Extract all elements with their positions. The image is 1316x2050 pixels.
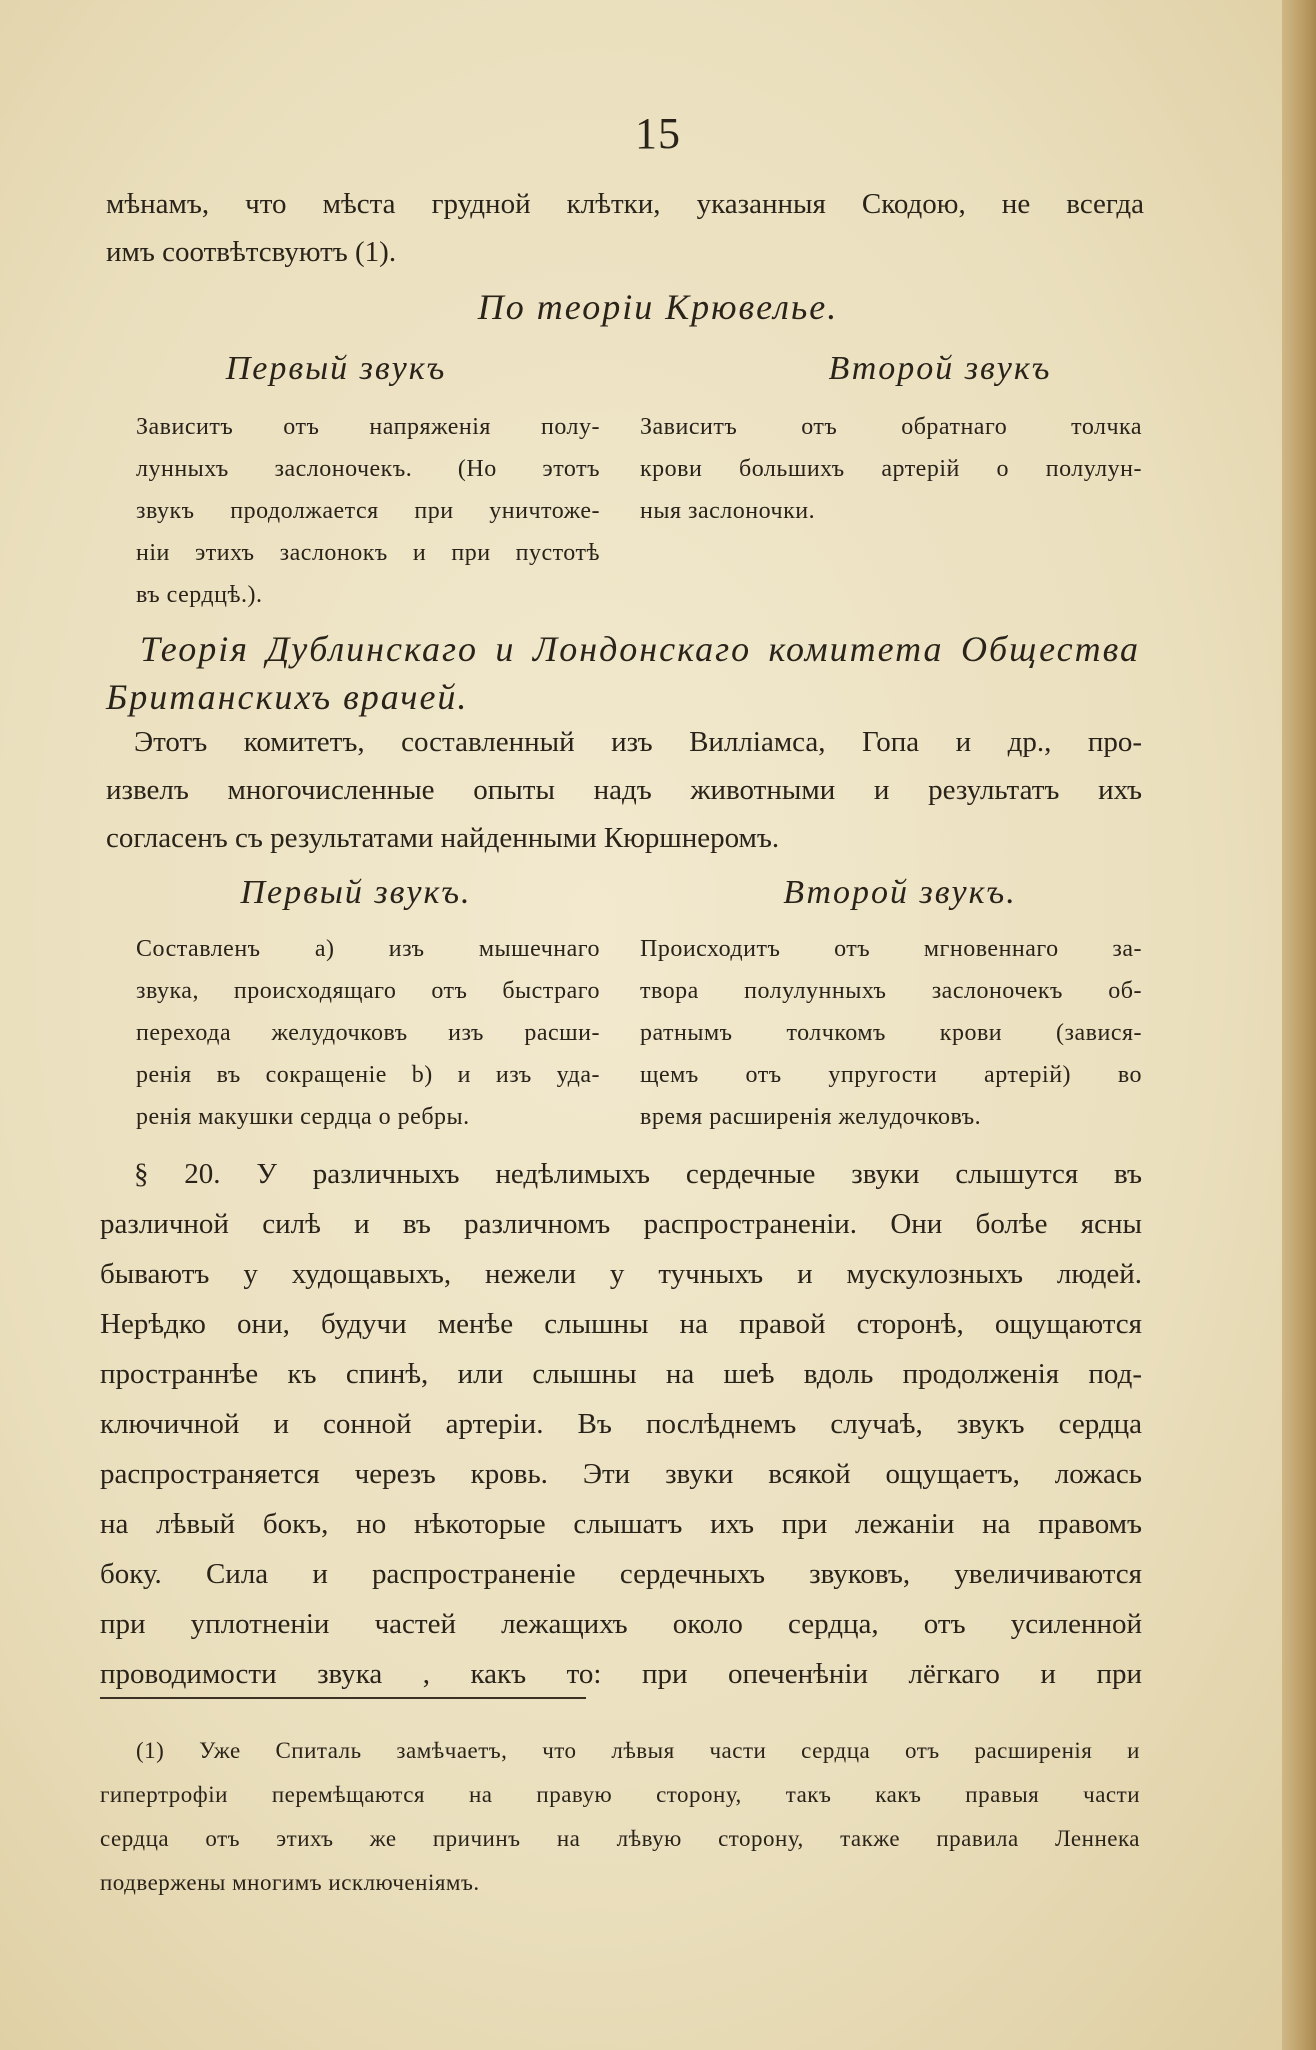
column-title-left: Первый звукъ <box>225 350 447 387</box>
column-line: щемъ отъ упругости артерій) во <box>640 1062 1142 1088</box>
paragraph-line: извелъ многочисленные опыты надъ животными и результатъ ихъ <box>106 774 1142 806</box>
intro-line: имъ соотвѣтсвуютъ (1). <box>106 236 397 268</box>
column-line: звукъ продолжается при уничтоже- <box>136 498 600 524</box>
column-title-right: Второй звукъ <box>828 350 1052 387</box>
paragraph-line: бываютъ у худощавыхъ, нежели у тучныхъ и мускулозныхъ людей. <box>100 1258 1142 1290</box>
section-heading-line: Теорія Дублинскаго и Лондонскаго комитета Общества <box>140 629 1140 669</box>
column-line: перехода желудочковъ изъ расши- <box>136 1020 600 1046</box>
column-line: Зависитъ отъ напряженія полу- <box>136 414 600 440</box>
column-line: звука, происходящаго отъ быстраго <box>136 978 600 1004</box>
paragraph-line: различной силѣ и въ различномъ распространеніи. Они болѣе ясны <box>100 1208 1142 1240</box>
column-line: твора полулунныхъ заслоночекъ об- <box>640 978 1142 1004</box>
column-line: Происходитъ отъ мгновеннаго за- <box>640 936 1142 962</box>
column-line: крови большихъ артерій о полулун- <box>640 456 1142 482</box>
paragraph-line: ключичной и сонной артеріи. Въ послѣднемъ случаѣ, звукъ сердца <box>100 1408 1142 1440</box>
column-line: время расширенія желудочковъ. <box>640 1104 982 1130</box>
paragraph-line: Этотъ комитетъ, составленный изъ Вилліамса, Гопа и др., про- <box>134 726 1142 758</box>
column-line: Зависитъ отъ обратнаго толчка <box>640 414 1142 440</box>
paragraph-line: пространнѣе къ спинѣ, или слышны на шеѣ вдоль продолженія под- <box>100 1358 1142 1390</box>
column-line: Составленъ а) изъ мышечнаго <box>136 936 600 962</box>
column-line: ратнымъ толчкомъ крови (завися- <box>640 1020 1142 1046</box>
footnote-line: гипертрофіи перемѣщаются на правую сторону, такъ какъ правыя части <box>100 1782 1140 1807</box>
page-number: 15 <box>635 109 681 158</box>
footnote-line: (1) Уже Спиталь замѣчаетъ, что лѣвыя части сердца отъ расширенія и <box>136 1738 1140 1763</box>
paragraph-line: распространяется черезъ кровь. Эти звуки всякой ощущаетъ, ложась <box>100 1458 1142 1490</box>
section-heading: По теоріи Крювелье. <box>477 287 839 327</box>
paragraph-line: на лѣвый бокъ, но нѣкоторые слышатъ ихъ при лежаніи на правомъ <box>100 1508 1142 1540</box>
column-line: въ сердцѣ.). <box>136 582 263 608</box>
column-title-left: Первый звукъ. <box>240 874 472 911</box>
footnote-line: подвержены многимъ исключеніямъ. <box>100 1870 480 1895</box>
column-line: ренія макушки сердца о ребры. <box>136 1104 470 1130</box>
section-heading-line: Британскихъ врачей. <box>106 677 469 717</box>
paragraph-line: согласенъ съ результатами найденными Кюршнеромъ. <box>106 822 780 854</box>
column-line: ніи этихъ заслонокъ и при пустотѣ <box>136 540 600 566</box>
intro-line: мѣнамъ, что мѣста грудной клѣтки, указанныя Скодою, не всегда <box>106 188 1144 220</box>
footnote-line: сердца отъ этихъ же причинъ на лѣвую сторону, также правила Леннека <box>100 1826 1140 1851</box>
footnote-rule <box>100 1697 586 1699</box>
column-title-right: Второй звукъ. <box>783 874 1017 911</box>
column-line: ныя заслоночки. <box>640 498 816 524</box>
paragraph-line: при уплотненіи частей лежащихъ около сердца, отъ усиленной <box>100 1608 1142 1640</box>
paragraph-line: проводимости звука , какъ то: при опеченѣніи лёгкаго и при <box>100 1658 1142 1690</box>
paragraph-line: Нерѣдко они, будучи менѣе слышны на правой сторонѣ, ощущаются <box>100 1308 1142 1340</box>
column-line: ренія въ сокращеніе b) и изъ уда- <box>136 1062 600 1088</box>
column-line: лунныхъ заслоночекъ. (Но этотъ <box>136 456 600 482</box>
paragraph-line: § 20. У различныхъ недѣлимыхъ сердечные звуки слышутся въ <box>134 1158 1142 1190</box>
paragraph-line: боку. Сила и распространеніе сердечныхъ звуковъ, увеличиваются <box>100 1558 1142 1590</box>
